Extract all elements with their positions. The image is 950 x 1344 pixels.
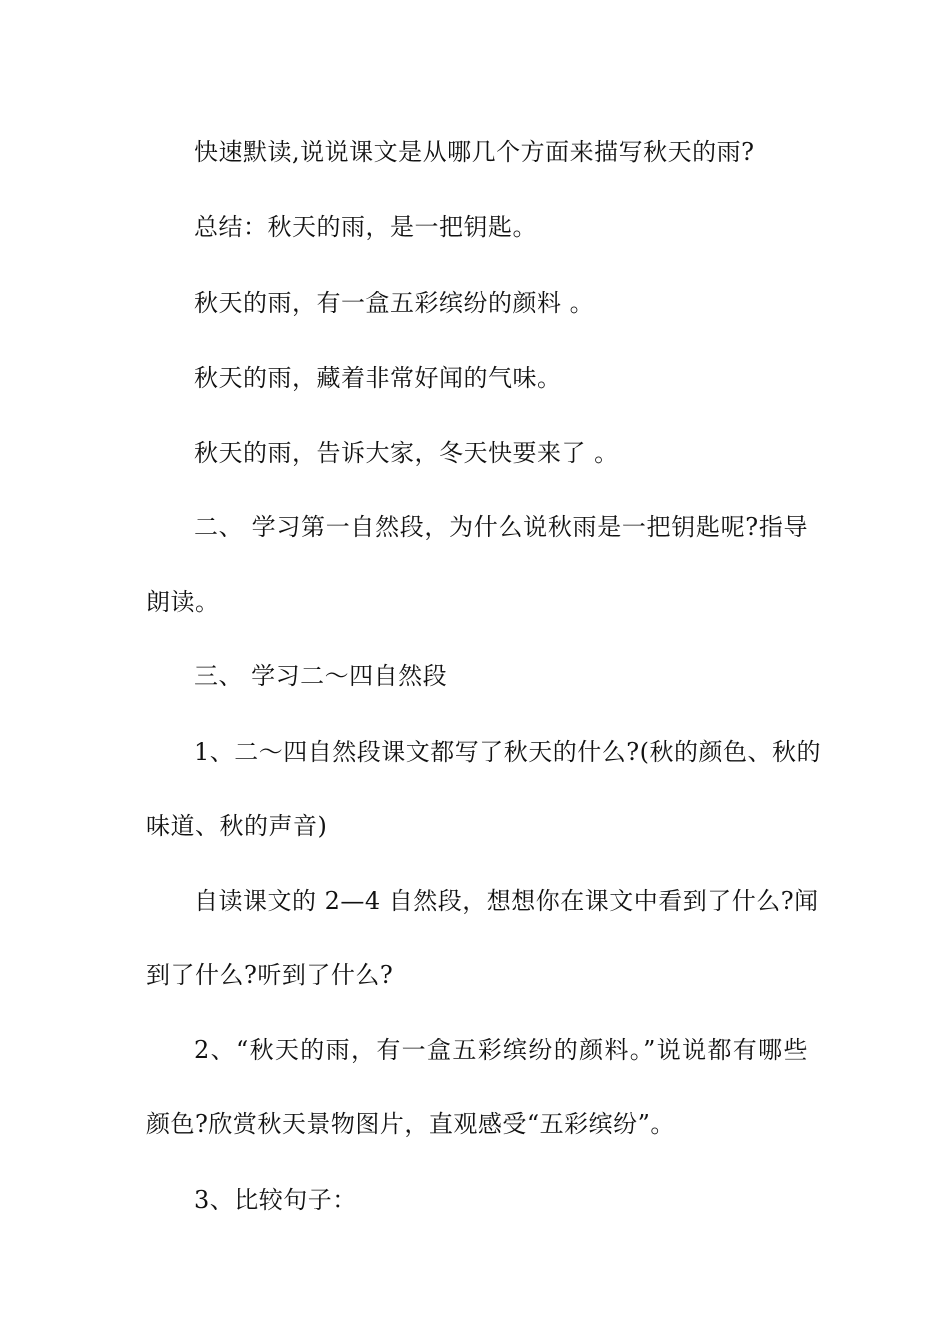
- paragraph-line-4: 秋天的雨，藏着非常好闻的气味。: [194, 364, 562, 392]
- self-reading-line: 自读课文的 2—4 自然段，想想你在课文中看到了什么?闻: [194, 887, 819, 915]
- section-two-heading: 二、 学习第一自然段，为什么说秋雨是一把钥匙呢?指导: [194, 513, 808, 541]
- question-three-line: 3、比较句子：: [194, 1186, 357, 1214]
- self-reading-continuation: 到了什么?听到了什么?: [146, 961, 394, 989]
- paragraph-line-3: 秋天的雨，有一盒五彩缤纷的颜料 。: [194, 289, 595, 317]
- question-two-continuation: 颜色?欣赏秋天景物图片，直观感受“五彩缤纷”。: [146, 1110, 675, 1138]
- paragraph-line-2: 总结：秋天的雨，是一把钥匙。: [194, 213, 537, 241]
- paragraph-line-5: 秋天的雨，告诉大家，冬天快要来了 。: [194, 439, 619, 467]
- section-two-continuation: 朗读。: [146, 588, 220, 616]
- question-one-continuation: 味道、秋的声音): [146, 812, 328, 840]
- question-two-line: 2、“秋天的雨，有一盒五彩缤纷的颜料。”说说都有哪些: [194, 1036, 808, 1064]
- paragraph-line-1: 快速默读,说说课文是从哪几个方面来描写秋天的雨?: [194, 138, 755, 166]
- section-three-heading: 三、 学习二～四自然段: [194, 662, 448, 690]
- question-one-line: 1、二～四自然段课文都写了秋天的什么?(秋的颜色、秋的: [194, 738, 821, 766]
